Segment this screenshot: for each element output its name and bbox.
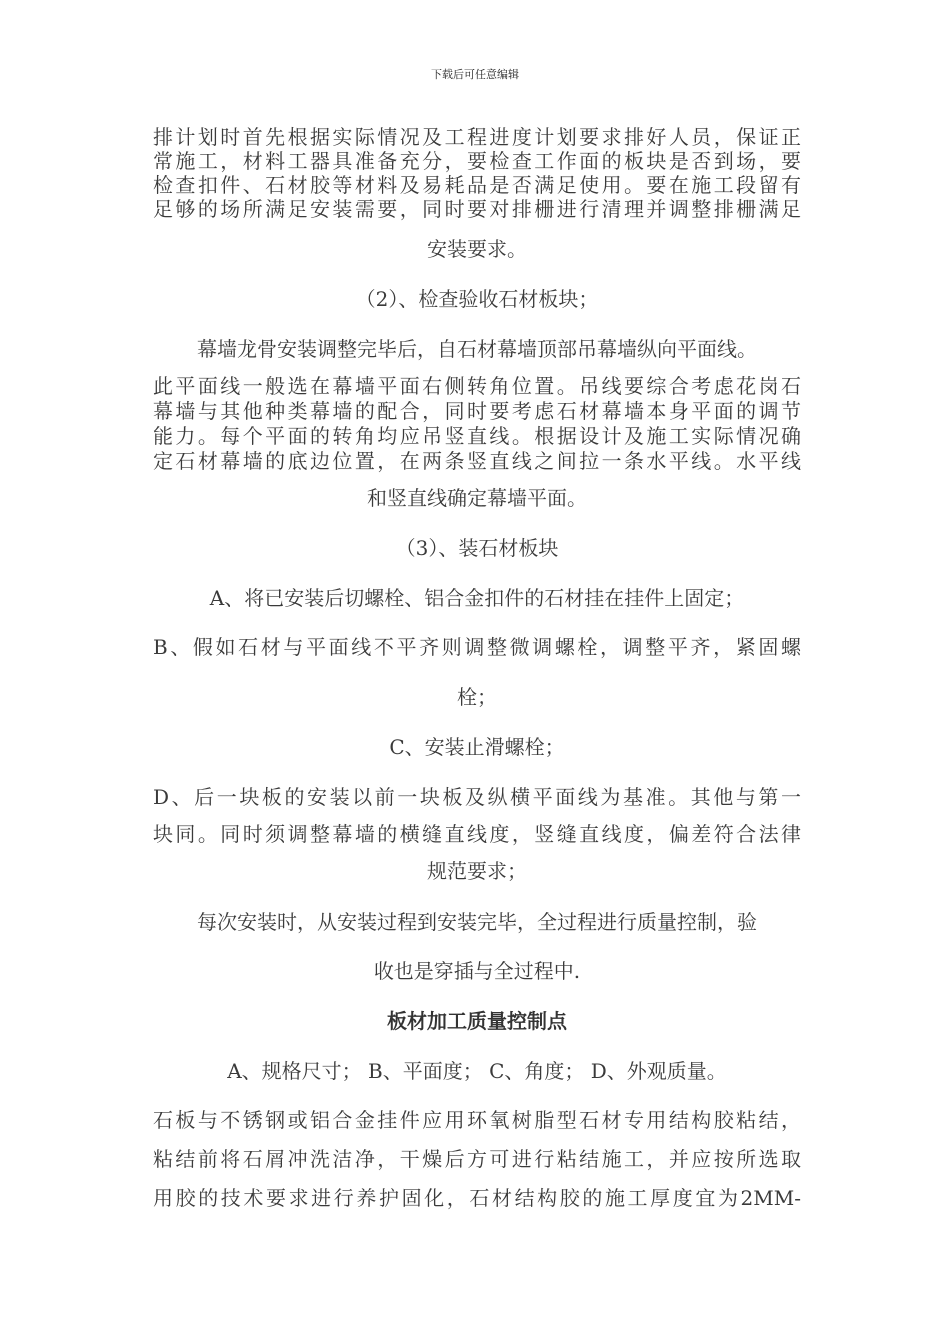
paragraph-line: 排计划时首先根据实际情况及工程进度计划要求排好人员，保证正 (153, 125, 801, 149)
list-item: 规范要求； (427, 859, 527, 883)
paragraph-line: 足够的场所满足安装需要，同时要对排栅进行清理并调整排栅满足 (153, 197, 801, 221)
list-item: A、将已安装后切螺栓、铝合金扣件的石材挂在挂件上固定； (209, 586, 745, 610)
paragraph-line: 能力。每个平面的转角均应吊竖直线。根据设计及施工实际情况确 (153, 424, 801, 448)
paragraph-line: 幕墙龙骨安装调整完毕后，自石材幕墙顶部吊幕墙纵向平面线。 (197, 337, 757, 361)
paragraph-line: 收也是穿插与全过程中. (373, 959, 581, 983)
paragraph-line: 安装要求。 (427, 237, 527, 261)
paragraph-line: 用胶的技术要求进行养护固化，石材结构胶的施工厚度宜为2MM- (153, 1186, 801, 1210)
list-item: B、假如石材与平面线不平齐则调整微调螺栓，调整平齐，紧固螺 (153, 635, 801, 659)
paragraph-line: 幕墙与其他种类幕墙的配合，同时要考虑石材幕墙本身平面的调节 (153, 399, 801, 423)
paragraph-line: 此平面线一般选在幕墙平面右侧转角位置。吊线要综合考虑花岗石 (153, 374, 801, 398)
paragraph-line: A、规格尺寸； B、平面度； C、角度； D、外观质量。 (227, 1059, 727, 1083)
paragraph-line: 定石材幕墙的底边位置，在两条竖直线之间拉一条水平线。水平线 (153, 449, 801, 473)
list-item: 块同。同时须调整幕墙的横缝直线度，竖缝直线度，偏差符合法律 (153, 822, 801, 846)
list-item: C、安装止滑螺栓； (389, 735, 565, 759)
page-header: 下载后可任意编辑 (431, 68, 519, 81)
list-item: 栓； (457, 685, 497, 709)
paragraph-line: 粘结前将石屑冲洗洁净，干燥后方可进行粘结施工，并应按所选取 (153, 1147, 801, 1171)
section-heading: （3）、装石材板块 (395, 536, 559, 560)
paragraph-line: 常施工，材料工器具准备充分，要检查工作面的板块是否到场，要 (153, 149, 801, 173)
section-heading: （2）、检查验收石材板块； (355, 287, 599, 311)
paragraph-line: 检查扣件、石材胶等材料及易耗品是否满足使用。要在施工段留有 (153, 173, 801, 197)
paragraph-line: 每次安装时，从安装过程到安装完毕，全过程进行质量控制，验 (197, 910, 757, 934)
paragraph-line: 和竖直线确定幕墙平面。 (367, 486, 587, 510)
section-heading: 板材加工质量控制点 (387, 1009, 567, 1033)
list-item: D、后一块板的安装以前一块板及纵横平面线为基准。其他与第一 (153, 785, 801, 809)
paragraph-line: 石板与不锈钢或铝合金挂件应用环氧树脂型石材专用结构胶粘结， (153, 1108, 801, 1132)
